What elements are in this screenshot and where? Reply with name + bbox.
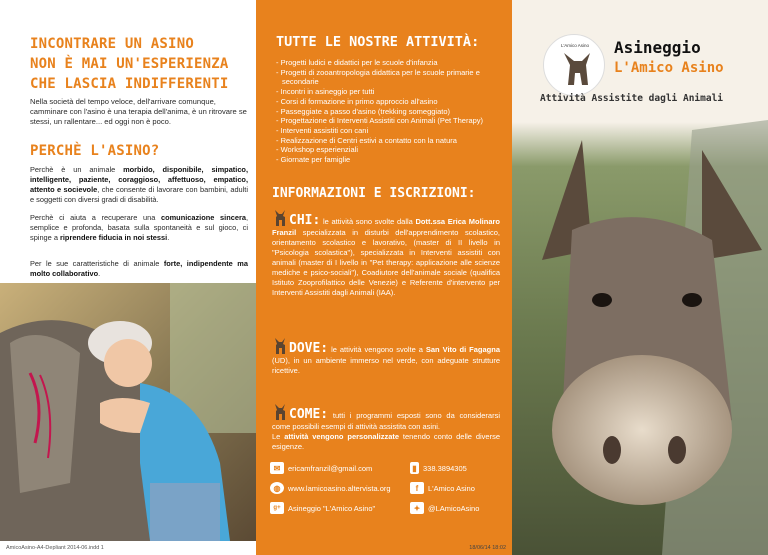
google-plus-icon: g+ — [270, 502, 284, 514]
perche-paragraph-3: Per le sue caratteristiche di animale forte, indipendente ma molto collaborativo. — [30, 259, 248, 278]
brand-subtitle: Attività Assistite dagli Animali — [540, 93, 724, 104]
list-item: secondarie — [282, 77, 319, 87]
email-contact[interactable] — [270, 462, 372, 474]
chi-label: CHI: — [289, 213, 321, 228]
perche-paragraph-1: Perchè è un animale morbido, disponibile, simpatico, intelligente, paziente, coraggioso, affettuoso, empatico, attento e socievole, che consente di lavorare con bambini, adulti e soggetti con diversi gradi di disabilità. — [30, 165, 249, 204]
twitter-text: @LAmicoAsino — [428, 503, 480, 513]
child-hugging-donkey-photo — [0, 283, 256, 541]
left-panel — [0, 0, 256, 555]
website-text: www.lamicoasino.altervista.org — [288, 483, 391, 493]
list-item: - Workshop esperienziali — [276, 145, 358, 155]
activities-heading: TUTTE LE NOSTRE ATTIVITÀ: — [276, 34, 480, 50]
list-item: - Corsi di formazione in primo approccio all'asino — [276, 96, 438, 106]
twitter-icon: ✦ — [410, 502, 424, 514]
perche-paragraph-2: Perchè ci aiuta a recuperare una comunicazione sincera, semplice e profonda, basata sulla spontaneità e sul gioco, ci spinge a riprendere fiducia in noi stessi. — [30, 213, 248, 242]
google-plus-link[interactable] — [270, 502, 375, 514]
phone-contact[interactable] — [410, 462, 467, 474]
phone-text: 338.3894305 — [423, 463, 467, 473]
list-item: - Progettazione di Interventi Assistiti con Animali (Pet Therapy) — [276, 116, 484, 126]
list-item: - Incontri in asineggio per tutti — [276, 87, 375, 97]
left-title-line-2: NON È MAI UN'ESPERIENZA — [30, 56, 229, 72]
list-item: - Passeggiate a passo d'asino (trekking someggiato) — [276, 106, 451, 116]
twitter-link[interactable] — [410, 502, 479, 514]
print-footer: AmicoAsino-A4-Depliant 2014-06.indd 1 — [6, 545, 104, 551]
facebook-link[interactable] — [410, 482, 475, 494]
info-heading: INFORMAZIONI E ISCRIZIONI: — [272, 186, 476, 201]
brand-name: L'Amico Asino — [614, 60, 724, 76]
envelope-icon: ✉ — [270, 462, 284, 474]
perche-heading: PERCHÈ L'ASINO? — [30, 143, 160, 159]
come-label: COME: — [289, 407, 329, 422]
list-item: - Progetti di zooantropologia didattica per le scuole primarie e — [276, 67, 480, 77]
dove-label: DOVE: — [289, 341, 329, 356]
middle-panel — [256, 0, 512, 555]
dove-section: DOVE: le attività vengono svolte a San Vito di Fagagna (UD), in un ambiente immerso nel verde, con adeguate strutture ricettive. — [272, 336, 500, 376]
facebook-icon: f — [410, 482, 424, 494]
donkey-icon — [272, 208, 288, 228]
email-text: ericamfranzil@gmail.com — [288, 463, 373, 473]
globe-icon: ◍ — [270, 482, 284, 494]
right-panel — [512, 0, 768, 555]
activities-list — [276, 58, 508, 165]
list-item: - Progetti ludici e didattici per le scuole d'infanzia — [276, 58, 438, 67]
list-item: - Realizzazione di Centri estivi a contatto con la natura — [276, 135, 457, 145]
website-link[interactable] — [270, 482, 391, 494]
donkey-icon — [272, 402, 288, 422]
left-title-line-3: CHE LASCIA INDIFFERENTI — [30, 76, 229, 92]
google-plus-text: Asineggio "L'Amico Asino" — [288, 503, 376, 513]
phone-icon: ▮ — [410, 462, 419, 474]
facebook-text: L'Amico Asino — [428, 483, 475, 493]
left-title — [30, 34, 250, 94]
list-item: - Interventi assistiti con cani — [276, 125, 369, 135]
list-item: - Giornate per famiglie — [276, 155, 351, 165]
brand-title: Asineggio — [614, 38, 701, 57]
logo: L'Amico Asino — [543, 34, 605, 96]
come-section: COME: tutti i programmi esposti sono da considerarsi come possibili esempi di attività assistita con asini. Le attività vengono personalizzate tenendo conto delle diverse esigenze. — [272, 402, 500, 452]
left-intro: Nella società del tempo veloce, dell'arrivare comunque, camminare con l'asino è una terapia dell'anima, è un ritrovare se stessi, un rallentare... ed oggi non è poco. — [30, 97, 247, 126]
donkey-icon — [272, 336, 288, 356]
chi-section: CHI: le attività sono svolte dalla Dott.ssa Erica Molinaro Franzil specializzata in disturbi dell'apprendimento scolastico, orientamento scolastico e lavorativo, (master di II livello in "Psicologia scolastica"), specializzata in Interventi assistiti con animali (master di I livello in "Pet therapy: applicazione alle scienze mediche e psico-sociali"), Coadiutore dell'animale sociale (qualifica Istituto Zooprofilattico delle Venezie) e Referente d'intervento per Interventi Assistiti dagli Animali (IAA). — [272, 208, 500, 298]
print-date: 18/06/14 18:02 — [469, 545, 506, 551]
left-title-line-1: INCONTRARE UN ASINO — [30, 36, 194, 52]
